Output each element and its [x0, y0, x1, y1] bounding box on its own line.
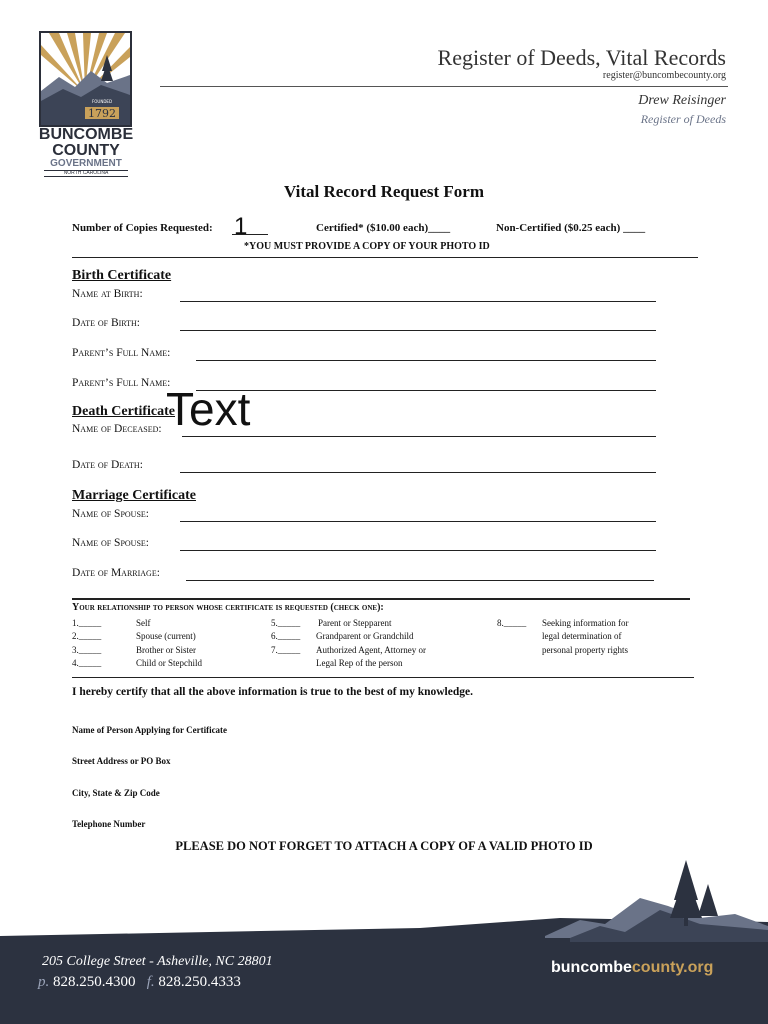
death-section-title: Death Certificate: [72, 404, 176, 419]
spouse1-label: Name of Spouse:: [72, 508, 149, 520]
footer-website[interactable]: [551, 959, 713, 977]
wordmark-state: NORTH CAROLINA: [44, 170, 128, 177]
city-state-zip-label: City, State & Zip Code: [72, 788, 160, 798]
footer-phone[interactable]: 828.250.4300: [53, 974, 136, 990]
phone-prefix: p.: [38, 974, 50, 990]
rel-5-blank[interactable]: 5._____: [271, 618, 301, 628]
rel-8-label-cont2: personal property rights: [542, 645, 628, 655]
rel-3-blank[interactable]: 3._____: [72, 645, 102, 655]
date-of-birth-label: Date of Birth:: [72, 317, 140, 329]
non-certified-option[interactable]: Non-Certified ($0.25 each) ____: [496, 222, 646, 234]
date-of-death-label: Date of Death:: [72, 459, 143, 471]
rel-7-label: Authorized Agent, Attorney or: [316, 645, 426, 655]
photo-id-reminder: PLEASE DO NOT FORGET TO ATTACH A COPY OF A VALID PHOTO ID: [175, 839, 593, 853]
birth-section-title: Birth Certificate: [72, 268, 172, 283]
official-name: Drew Reisinger: [638, 93, 726, 108]
fax-prefix: f.: [146, 974, 155, 990]
logo-year: 1792: [88, 107, 116, 120]
county-logo: [39, 31, 132, 127]
form-title: Vital Record Request Form: [283, 182, 484, 201]
rel-8-label: Seeking information for: [542, 618, 629, 628]
rel-8-label-cont1: legal determination of: [542, 631, 622, 641]
wordmark-buncombe: BUNCOMBE: [38, 126, 134, 143]
footer-fax: 828.250.4333: [158, 974, 241, 990]
name-at-birth-label: Name at Birth:: [72, 288, 143, 300]
rel-7-blank[interactable]: 7._____: [271, 645, 301, 655]
website-part2: county.org: [631, 959, 714, 976]
spouse2-label: Name of Spouse:: [72, 537, 149, 549]
wordmark-county: COUNTY: [52, 142, 120, 159]
rel-4-label: Child or Stepchild: [136, 658, 202, 668]
official-role: Register of Deeds: [640, 112, 726, 126]
rel-1-label: Self: [136, 618, 151, 628]
marriage-section-title: Marriage Certificate: [72, 488, 196, 503]
date-of-birth-field[interactable]: [180, 330, 656, 331]
logo-established: FOUNDED: [91, 99, 113, 104]
date-of-marriage-label: Date of Marriage:: [72, 567, 160, 579]
name-of-deceased-label: Name of Deceased:: [72, 423, 162, 435]
rel-7-label-cont: Legal Rep of the person: [316, 658, 403, 668]
rel-1-blank[interactable]: 1._____: [72, 618, 102, 628]
name-of-deceased-field[interactable]: [182, 436, 656, 437]
office-email[interactable]: register@buncombecounty.org: [602, 70, 726, 81]
parent2-label: Parent’s Full Name:: [72, 377, 171, 389]
rel-2-blank[interactable]: 2._____: [72, 631, 102, 641]
parent1-label: Parent’s Full Name:: [72, 347, 171, 359]
name-at-birth-field[interactable]: [180, 301, 656, 302]
relationship-divider-top: [72, 598, 690, 600]
photo-id-note: *YOU MUST PROVIDE A COPY OF YOUR PHOTO ID: [244, 241, 490, 252]
mountain-sun-icon: [41, 33, 130, 125]
parent1-field[interactable]: [196, 360, 656, 361]
footer-phone-line: [38, 974, 241, 991]
parent2-field[interactable]: [196, 390, 656, 391]
rel-8-blank[interactable]: 8._____: [497, 618, 527, 628]
copies-value[interactable]: 1: [234, 213, 248, 240]
relationship-divider-bottom: [72, 677, 694, 678]
footer-address: 205 College Street - Asheville, NC 28801: [42, 954, 273, 969]
website-part1: buncombe: [551, 959, 632, 976]
section-divider: [72, 257, 698, 258]
certified-option[interactable]: Certified* ($10.00 each)____: [316, 222, 451, 234]
rel-6-label: Grandparent or Grandchild: [316, 631, 414, 641]
street-address-label: Street Address or PO Box: [72, 756, 171, 766]
telephone-label: Telephone Number: [72, 819, 146, 829]
spouse1-field[interactable]: [180, 521, 656, 522]
rel-2-label: Spouse (current): [136, 631, 196, 641]
relationship-heading: Your relationship to person whose certificate is requested (check one):: [72, 602, 384, 613]
wordmark-government: GOVERNMENT: [50, 158, 122, 169]
date-of-death-field[interactable]: [180, 472, 656, 473]
rel-6-blank[interactable]: 6._____: [271, 631, 301, 641]
rel-5-label: Parent or Stepparent: [318, 618, 392, 628]
overlay-text-annotation[interactable]: Text: [166, 383, 251, 435]
date-of-marriage-field[interactable]: [186, 580, 654, 581]
county-wordmark: [38, 127, 134, 177]
rel-4-blank[interactable]: 4._____: [72, 658, 102, 668]
office-title: Register of Deeds, Vital Records: [437, 45, 726, 70]
applicant-name-label: Name of Person Applying for Certificate: [72, 725, 228, 735]
spouse2-field[interactable]: [180, 550, 656, 551]
copies-label: Number of Copies Requested:: [72, 222, 213, 234]
certify-statement: I hereby certify that all the above information is true to the best of my knowledge.: [72, 686, 473, 698]
header-divider: [160, 86, 728, 87]
rel-3-label: Brother or Sister: [136, 645, 196, 655]
